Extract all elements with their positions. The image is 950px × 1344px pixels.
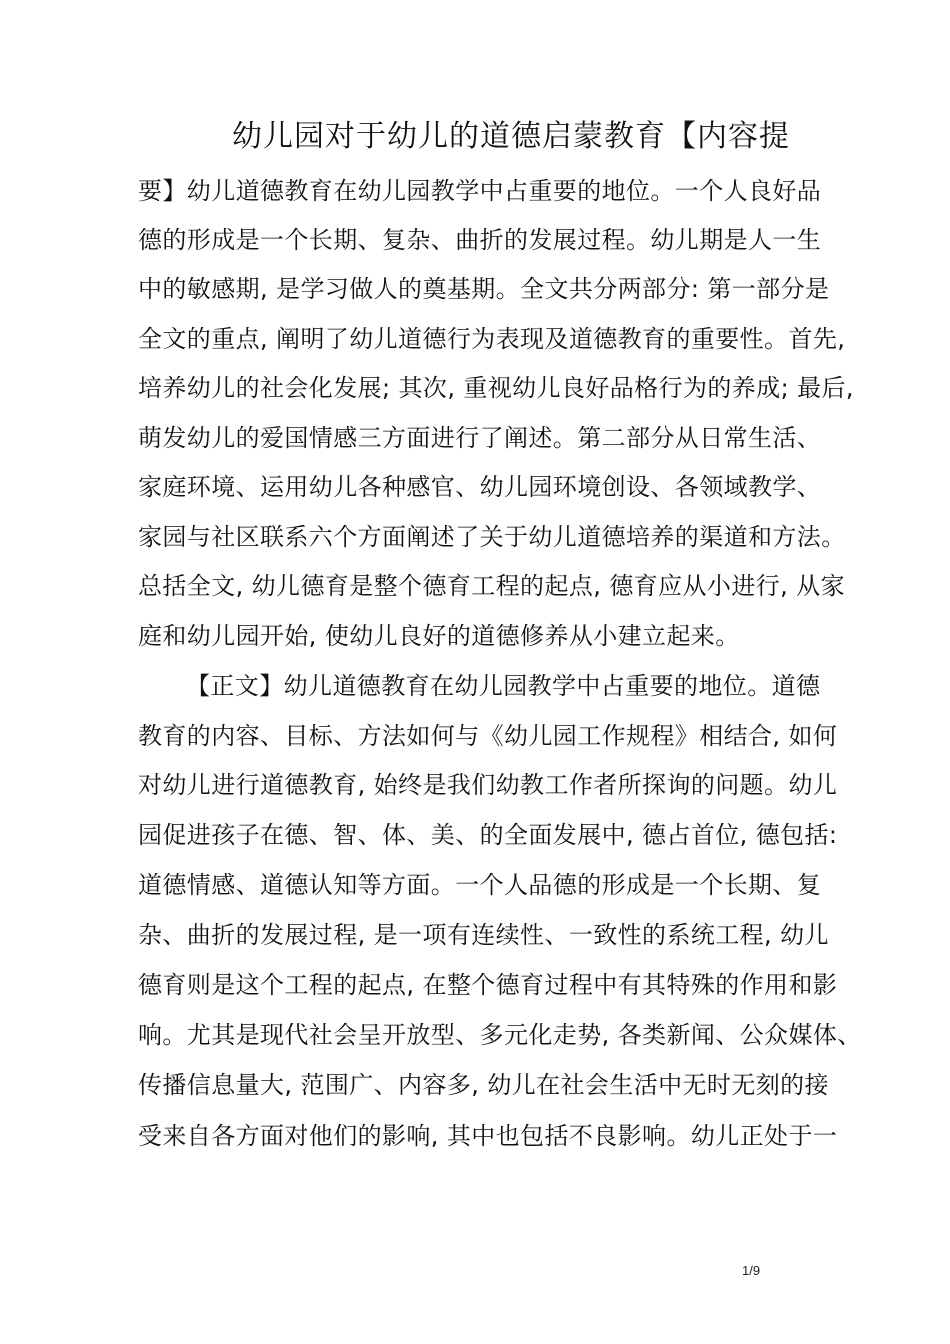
summary-line: 总括全文, 幼儿德育是整个德育工程的起点, 德育应从小进行, 从家	[138, 572, 845, 600]
body-line: 教育的内容、目标、方法如何与《幼儿园工作规程》相结合, 如何	[138, 722, 838, 750]
body-line: 传播信息量大, 范围广、内容多, 幼儿在社会生活中无时无刻的接	[138, 1071, 829, 1099]
summary-line: 德的形成是一个长期、复杂、曲折的发展过程。幼儿期是人一生	[138, 226, 822, 254]
summary-line: 庭和幼儿园开始, 使幼儿良好的道德修养从小建立起来。	[138, 622, 740, 650]
summary-line: 家园与社区联系六个方面阐述了关于幼儿道德培养的渠道和方法。	[138, 523, 846, 551]
page-number: 1/9	[742, 1263, 761, 1278]
summary-line: 萌发幼儿的爱国情感三方面进行了阐述。第二部分从日常生活、	[138, 424, 822, 452]
body-line: 园促进孩子在德、智、体、美、的全面发展中, 德占首位, 德包括:	[138, 821, 838, 849]
body-line: 受来自各方面对他们的影响, 其中也包括不良影响。幼儿正处于一	[138, 1122, 838, 1150]
body-line: 对幼儿进行道德教育, 始终是我们幼教工作者所探询的问题。幼儿	[138, 771, 838, 799]
body-line: 道德情感、道德认知等方面。一个人品德的形成是一个长期、复	[138, 871, 822, 899]
body-line: 响。尤其是现代社会呈开放型、多元化走势, 各类新闻、公众媒体、	[138, 1021, 862, 1049]
summary-line: 全文的重点, 阐明了幼儿道德行为表现及道德教育的重要性。首先,	[138, 325, 846, 353]
summary-line: 中的敏感期, 是学习做人的奠基期。全文共分两部分: 第一部分是	[138, 275, 830, 303]
title-line: 幼儿园对于幼儿的道德启蒙教育【内容提	[232, 119, 790, 154]
body-line: 杂、曲折的发展过程, 是一项有连续性、一致性的系统工程, 幼儿	[138, 921, 829, 949]
body-line: 德育则是这个工程的起点, 在整个德育过程中有其特殊的作用和影	[138, 971, 838, 999]
summary-line: 要】幼儿道德教育在幼儿园教学中占重要的地位。一个人良好品	[138, 177, 822, 205]
body-paragraph-start: 【正文】幼儿道德教育在幼儿园教学中占重要的地位。道德	[186, 672, 821, 700]
summary-line: 培养幼儿的社会化发展; 其次, 重视幼儿良好品格行为的养成; 最后,	[138, 374, 854, 402]
summary-line: 家庭环境、运用幼儿各种感官、幼儿园环境创设、各领域教学、	[138, 473, 822, 501]
